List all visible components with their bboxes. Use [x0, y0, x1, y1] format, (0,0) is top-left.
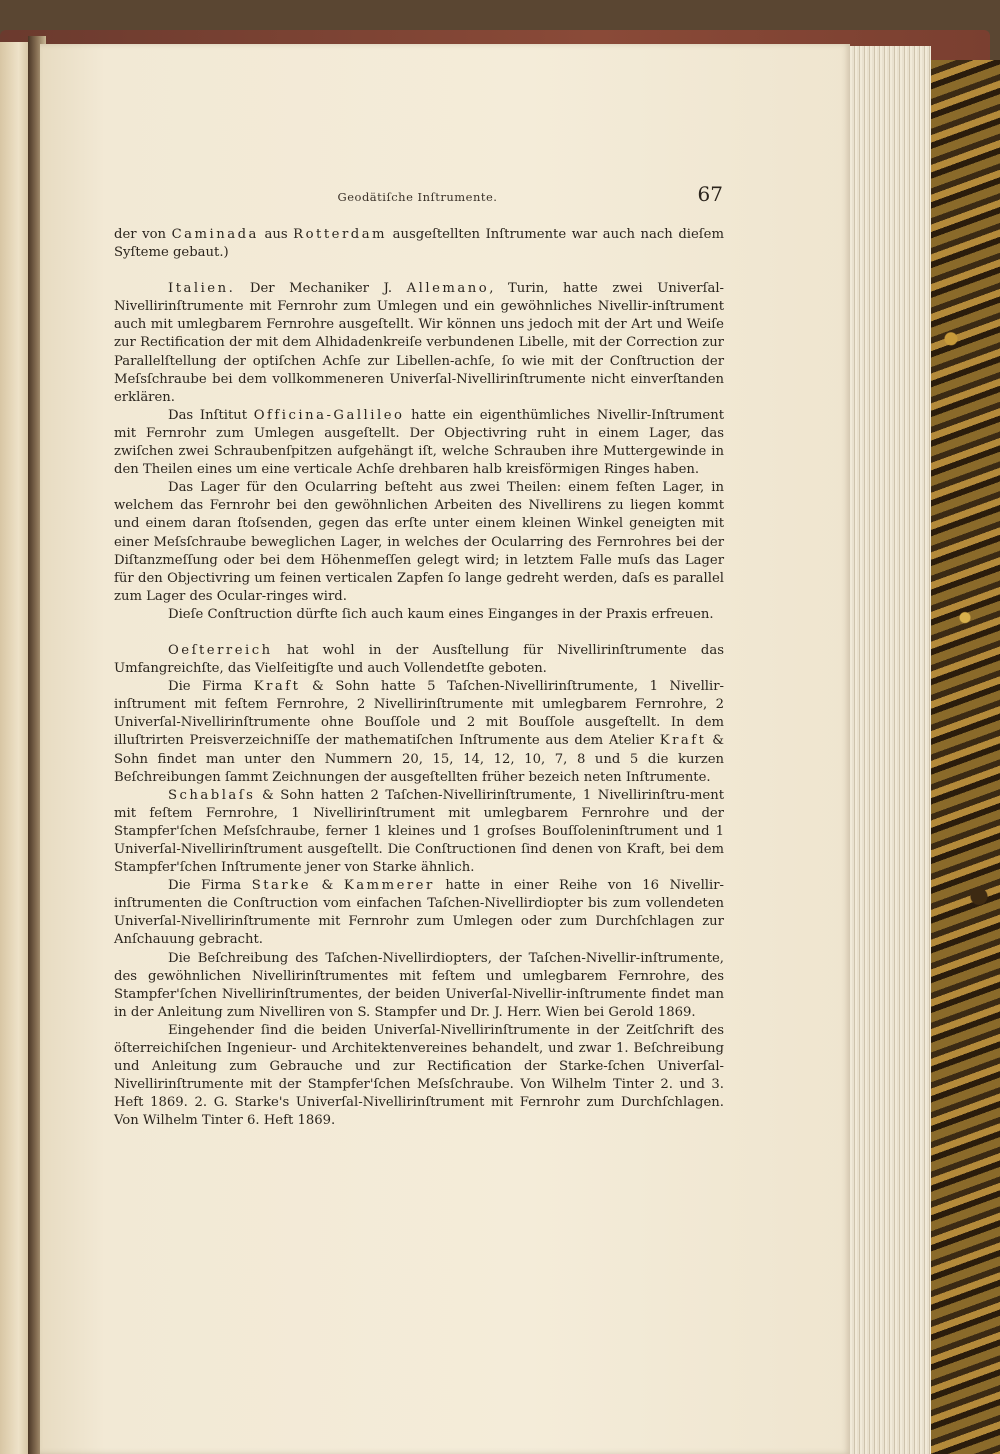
- paragraph-p6: [114, 642, 724, 678]
- spaced-name: Schablaſs: [168, 787, 256, 803]
- text-run: ausgeſtellten Inſtrumente war auch nach dieſem Syſteme gebaut.): [114, 227, 724, 261]
- text-run: hatte ein eigenthümliches Nivellir-Inſtrument mit Fernrohr zum Umlegen ausgeſtellt. Der Objectivring ruht in einem Lager, das zwiſchen zwei Schraubenſpitzen aufgehängt iſt, welche Schrauben ihre Muttergewinde in den Theilen eines um eine verticale Achſe drehbaren halb kreisförmigen Ringes haben.: [114, 407, 724, 478]
- text-run: Dieſe Conſtruction dürfte ſich auch kaum eines Einganges in der Praxis erfreuen.: [168, 606, 714, 622]
- text-run: Der Mechaniker J.: [235, 281, 407, 297]
- page-header: [110, 182, 725, 210]
- text-run: Die Firma: [168, 679, 254, 695]
- spaced-name: Officina-Gallileo: [253, 407, 405, 423]
- paragraph-p2: [114, 280, 724, 407]
- text-run: & Sohn hatte 5 Taſchen-Nivellirinſtrumente, 1 Nivellir-inſtrument mit feſtem Fernrohre, 2 Nivellirinſtrumente mit umlegbarem Fernrohre, 2 Univerſal-Nivellirinſtrumente ohne Bouſſole und 2 mit Bouſſole ausgeſtellt. In dem illuſtrirten Preisverzeichniſſe der mathematiſchen Inſtrumente aus dem Atelier: [114, 679, 724, 749]
- paragraph-p5: [114, 606, 724, 624]
- paragraph-p11: [114, 1022, 724, 1131]
- text-run: hatte in einer Reihe von 16 Nivellir-inſtrumenten die Conſtruction vom einfachen Taſchen-Nivellirdiopter bis zum vollendeten Univerſal-Nivellirinſtrumente mit Fernrohr zum Umlegen oder zum Durchſchlagen zur Anſchauung gebracht.: [114, 878, 724, 948]
- page-stack-edges: [846, 46, 931, 1454]
- running-title: Geodätiſche Inſtrumente.: [337, 190, 498, 204]
- text-run: , Turin, hatte zwei Univerſal-Nivellirinſtrumente mit Fernrohr zum Umlegen und ein gewöhnliches Nivellir-inſtrument auch mit umlegbarem Fernrohre ausgeſtellt. Wir können uns jedoch mit der Art und Weiſe zur Rectification der mit dem Alhidadenkreiſe verbundenen Libelle, mit der Correction zur Parallelſtellung der optiſchen Achſe zur Libellen-achſe, ſo wie mit der Conſtruction der Meſsſchraube bei dem vollkommeneren Univerſal-Nivellirinſtrumente nicht einverſtanden erklären.: [114, 281, 724, 405]
- paragraph-p4: [114, 479, 724, 606]
- paragraph-p7: [114, 678, 724, 787]
- spaced-name: Starke: [251, 878, 312, 894]
- text-run: Die Firma: [168, 878, 252, 894]
- paragraph-p1: [114, 226, 724, 262]
- spaced-name: Rotterdam: [293, 227, 388, 242]
- spaced-name: Caminada: [171, 227, 259, 242]
- spaced-name: Allemano: [406, 281, 490, 297]
- marbled-edge: [930, 60, 1000, 1454]
- spaced-name: Kraft: [253, 679, 301, 695]
- paragraph-p9: [114, 877, 724, 949]
- text-run: Eingehender ſind die beiden Univerſal-Nivellirinſtrumente in der Zeitſchrift des öſterreichiſchen Ingenieur- und Architektenvereines behandelt, und zwar 1. Beſchreibung und Anleitung zum Gebrauche und zur Rectification der Starke-ſchen Univerſal-Nivellirinſtrumente mit der Stampfer'ſchen Meſsſchraube. Von Wilhelm Tinter 2. und 3. Heft 1869. 2. G. Starke's Univerſal-Nivellirinſtrument mit Fernrohr zum Durchſchlagen. Von Wilhelm Tinter 6. Heft 1869.: [114, 1022, 724, 1129]
- paragraph-p10: [114, 950, 724, 1022]
- spaced-name: Oeſterreich: [168, 642, 273, 658]
- text-run: Das Inſtitut: [168, 407, 254, 423]
- paragraph-p3: [114, 407, 724, 479]
- text-run: & Sohn hatten 2 Taſchen-Nivellirinſtrumente, 1 Nivellirinſtru-ment mit feſtem Fernrohre, 1 Nivellirinſtrument mit umlegbarem Fernrohre und der Stampfer'ſchen Meſsſchraube, ferner 1 kleines und 1 groſses Bouſſoleninſtrument und 1 Univerſal-Nivellirinſtrument ausgeſtellt. Die Conſtructionen ſind denen von Kraft, bei dem Stampfer'ſchen Inſtrumente jener von Starke ähnlich.: [114, 787, 724, 876]
- text-run: aus: [258, 227, 294, 242]
- text-run: & Sohn findet man unter den Nummern 20, 15, 14, 12, 10, 7, 8 und 5 die kurzen Beſchreibungen ſammt Zeichnungen der ausgeſtellten früher bezeich neten Inſtrumente.: [114, 733, 725, 785]
- spaced-name: Kammerer: [343, 878, 435, 894]
- spaced-name: Italien.: [168, 281, 236, 297]
- body-text: [114, 226, 724, 1131]
- text-run: Die Beſchreibung des Taſchen-Nivellirdiopters, der Taſchen-Nivellir-inſtrumente, des gewöhnlichen Nivellirinſtrumentes mit feſtem und umlegbarem Fernrohre, des Stampfer'ſchen Nivellirinſtrumentes, der beiden Univerſal-Nivellir-inſtrumente findet man in der Anleitung zum Nivelliren von S. Stampfer und Dr. J. Herr. Wien bei Gerold 1869.: [114, 950, 724, 1020]
- text-run: &: [311, 878, 344, 894]
- text-run: hat wohl in der Ausſtellung für Nivellirinſtrumente das Umfangreichſte, das Vielſeitigſte und auch Vollendetſte geboten.: [114, 642, 724, 677]
- paragraph-p8: [114, 787, 724, 877]
- page-number: 67: [697, 182, 723, 206]
- spaced-name: Kraft: [659, 733, 707, 749]
- text-run: der von: [114, 227, 172, 242]
- text-run: Das Lager für den Ocularring beſteht aus zwei Theilen: einem feſten Lager, in welchem das Fernrohr bei den gewöhnlichen Arbeiten des Nivellirens zu liegen kommt und einem daran ſtoſsenden, gegen das erſte unter einem kleinen Winkel geneigten mit einer Meſsſchraube beweglichen Lager, in welches der Ocularring des Fernrohres bei der Diſtanzmeſſung oder bei dem Höhenmeſſen gelegt wird; in letztem Falle muſs das Lager für den Objectivring um feinen verticalen Zapfen ſo lange gedreht werden, daſs es parallel zum Lager des Ocular-ringes wird.: [114, 480, 724, 604]
